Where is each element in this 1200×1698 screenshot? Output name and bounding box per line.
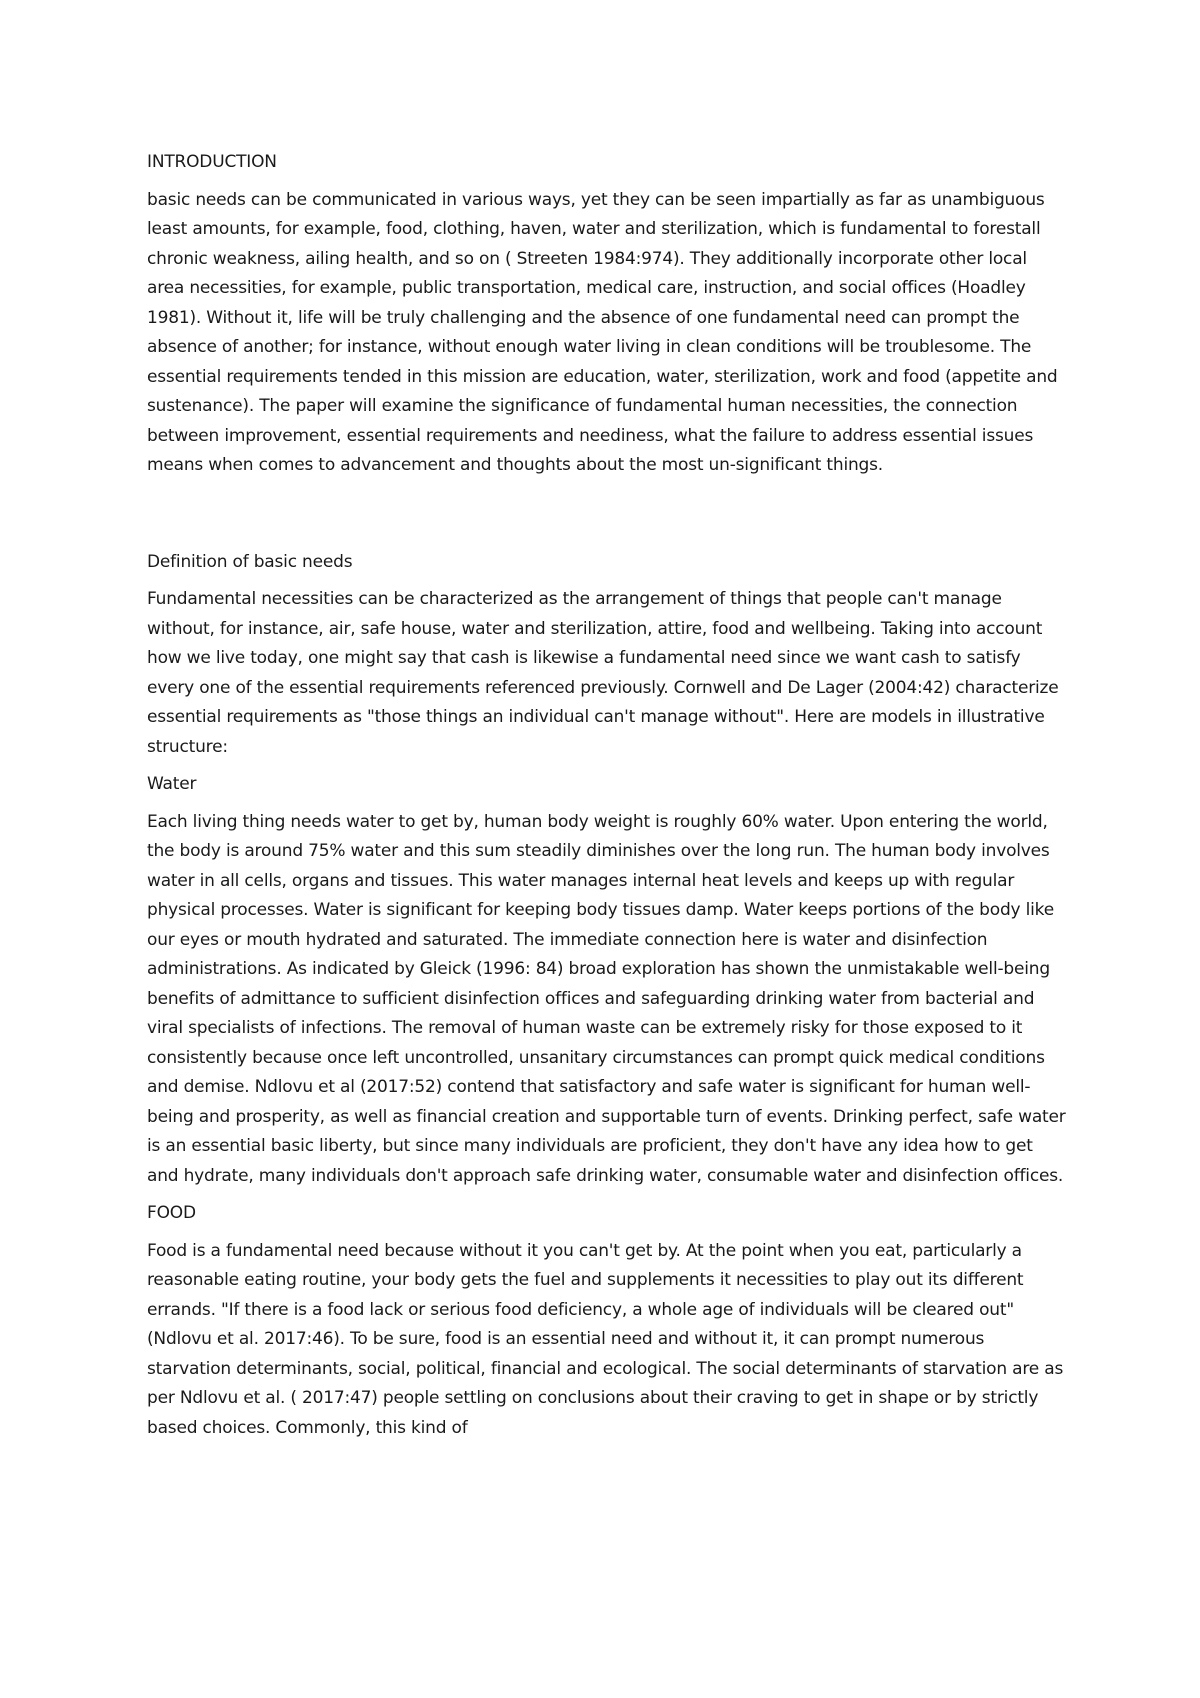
food-paragraph: Food is a fundamental need because without it you can't get by. At the point when you eat, particularly a reasonable eating routine, your body gets the fuel and supplements it necessities to play out its different errands. "If there is a food lack or serious food deficiency, a whole age of individuals will be cleared out" (Ndlovu et al. 2017:46). To be sure, food is an essential need and without it, it can prompt numerous starvation determinants, social, political, financial and ecological. The social determinants of starvation are as per Ndlovu et al. ( 2017:47) people settling on conclusions about their craving to get in shape or by strictly based choices. Commonly, this kind of [147, 1240, 1064, 1438]
definition-paragraph: Fundamental necessities can be characterized as the arrangement of things that people can't manage without, for instance, air, safe house, water and sterilization, attire, food and wellbeing. Taking into account how we live today, one might say that cash is likewise a fundamental need since we want cash to satisfy every one of the essential requirements referenced previously. Cornwell and De Lager (2004:42) characterize essential requirements as "those things an individual can't manage without". Here are models in illustrative structure: [147, 589, 1059, 757]
water-heading: Water [147, 774, 197, 794]
definition-heading: Definition of basic needs [147, 551, 353, 572]
water-paragraph: Each living thing needs water to get by, human body weight is roughly 60% water. Upon entering the world, the body is around 75% water and this sum steadily diminishes over the long run. The human body involves water in all cells, organs and tissues. This water manages internal heat levels and keeps up with regular physical processes. Water is significant for keeping body tissues damp. Water keeps portions of the body like our eyes or mouth hydrated and saturated. The immediate connection here is water and disinfection administrations. As indicated by Gleick (1996: 84) broad exploration has shown the unmistakable well-being benefits of admittance to sufficient disinfection offices and safeguarding drinking water from bacterial and viral specialists of infections. The removal of human waste can be extremely risky for those exposed to it consistently because once left uncontrolled, unsanitary circumstances can prompt quick medical conditions and demise. Ndlovu et al (2017:52) contend that satisfactory and safe water is significant for human well-being and prosperity, as well as financial creation and supportable turn of events. Drinking perfect, safe water is an essential basic liberty, but since many individuals are proficient, they don't have any idea how to get and hydrate, many individuals don't approach safe drinking water, consumable water and disinfection offices. [147, 811, 1066, 1186]
introduction-paragraph: basic needs can be communicated in various ways, yet they can be seen impartially as far as unambiguous least amounts, for example, food, clothing, haven, water and sterilization, which is fundamental to forestall chronic weakness, ailing health, and so on ( Streeten 1984:974). They additionally incorporate other local area necessities, for example, public transportation, medical care, instruction, and social offices (Hoadley 1981). Without it, life will be truly challenging and the absence of one fundamental need can prompt the absence of another; for instance, without enough water living in clean conditions will be troublesome. The essential requirements tended in this mission are education, water, sterilization, work and food (appetite and sustenance). The paper will examine the significance of fundamental human necessities, the connection between improvement, essential requirements and neediness, what the failure to address essential issues means when comes to advancement and thoughts about the most un-significant things. [147, 189, 1058, 475]
document-body [147, 148, 1067, 1443]
food-heading: FOOD [147, 1203, 196, 1223]
introduction-heading: INTRODUCTION [147, 152, 277, 172]
